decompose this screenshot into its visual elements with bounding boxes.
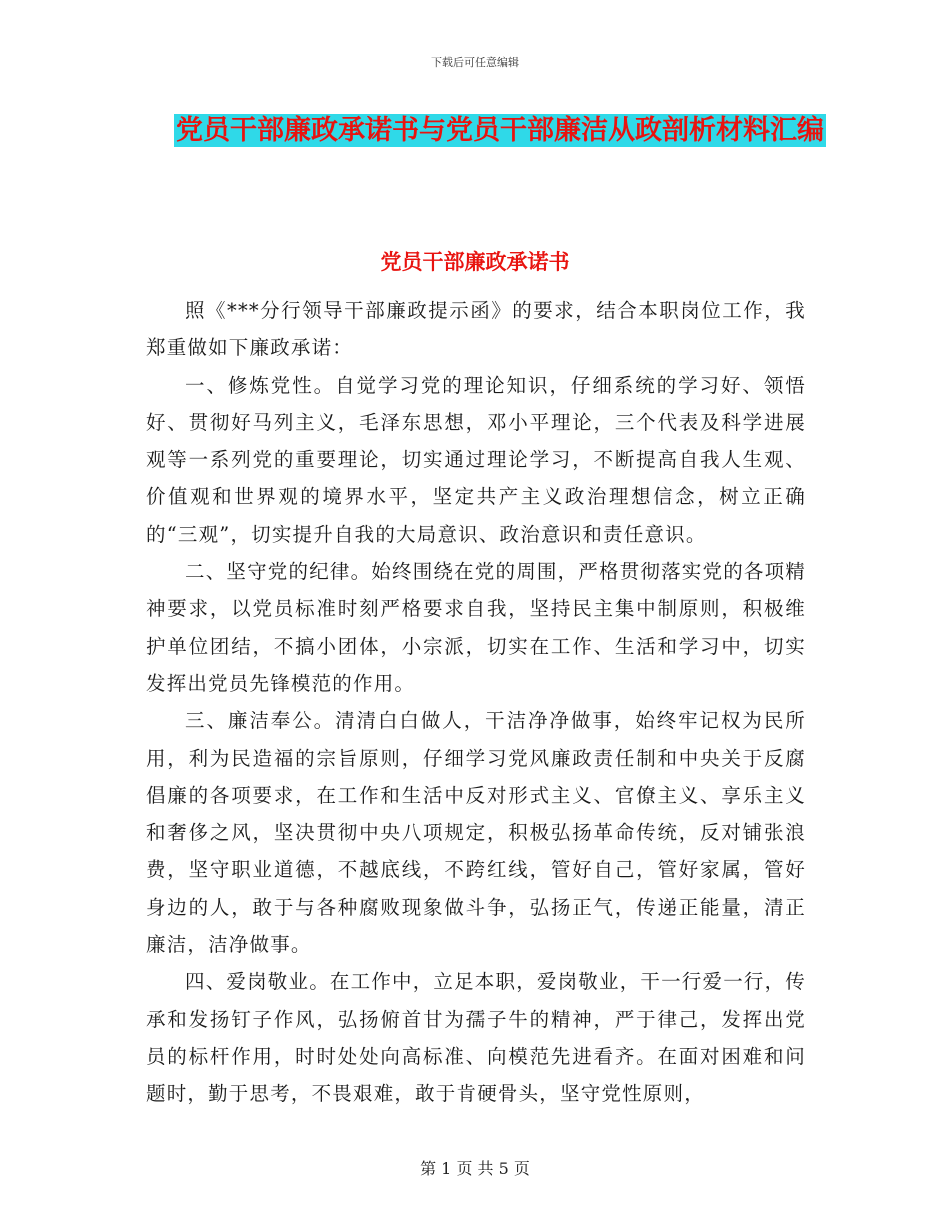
paragraph-2: 二、坚守党的纪律。始终围绕在党的周围，严格贯彻落实党的各项精神要求，以党员标准时刻严格要求自我，坚持民主集中制原则，积极维护单位团结，不搞小团体，小宗派，切实在工作、生活和学习中，切实发挥出党员先锋模范的作用。 [146,560,807,695]
document-body [146,292,806,1113]
document-title-text: 党员干部廉政承诺书与党员干部廉洁从政剖析材料汇编 [176,115,824,146]
paragraph-intro: 照《***分行领导干部廉政提示函》的要求，结合本职岗位工作，我郑重做如下廉政承诺： [146,299,806,360]
section-title: 党员干部廉政承诺书 [380,250,570,274]
paragraph-1: 一、修炼党性。自觉学习党的理论知识，仔细系统的学习好、领悟好、贯彻好马列主义，毛泽东思想，邓小平理论，三个代表及科学进展观等一系列党的重要理论，切实通过理论学习，不断提高自我人生观、价值观和世界观的境界水平，坚定共产主义政治理想信念，树立正确的“三观”，切实提升自我的大局意识、政治意识和责任意识。 [146,373,806,546]
page-number-footer: 第 1 页 共 5 页 [420,1159,530,1178]
paragraph-4: 四、爱岗敬业。在工作中，立足本职，爱岗敬业，干一行爱一行，传承和发扬钉子作风，弘扬俯首甘为孺子牛的精神，严于律己，发挥出党员的标杆作用，时时处处向高标准、向模范先进看齐。在面对困难和问题时，勤于思考，不畏艰难，敢于肯硬骨头，坚守党性原则， [146,970,807,1106]
page-header-note: 下载后可任意编辑 [431,56,519,69]
document-title [150,108,850,154]
paragraph-3: 三、廉洁奉公。清清白白做人，干洁净净做事，始终牢记权为民所用，利为民造福的宗旨原则，仔细学习党风廉政责任制和中央关于反腐倡廉的各项要求，在工作和生活中反对形式主义、官僚主义、享乐主义和奢侈之风，坚决贯彻中央八项规定，积极弘扬革命传统，反对铺张浪费，坚守职业道德，不越底线，不跨红线，管好自己，管好家属，管好身边的人，敢于与各种腐败现象做斗争，弘扬正气，传递正能量，清正廉洁，洁净做事。 [146,709,806,957]
